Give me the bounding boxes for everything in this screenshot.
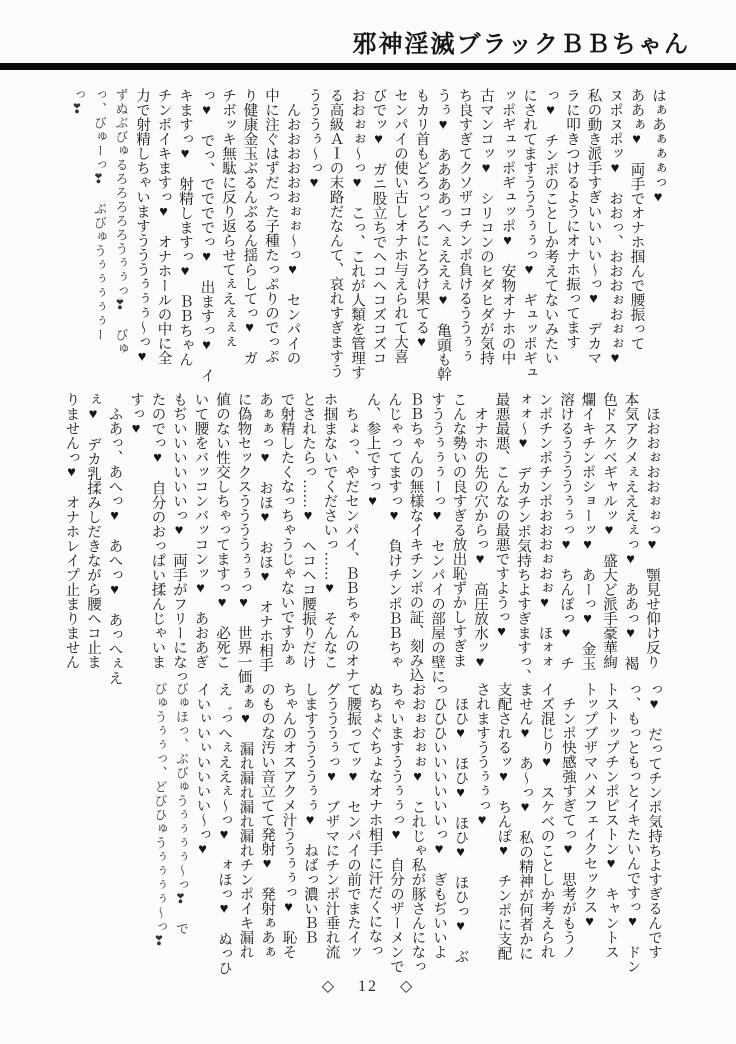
text-column: んおおおおおおぉぉ～っ♥ センパイの [284,88,301,365]
diamond-icon: ◇ [400,978,415,995]
text-band-top [66,88,668,386]
text-column: イズ混じり♥ スケベのことしか考えられ [538,682,555,959]
text-column: で射精したくなっちゃうじゃないですかぁ [278,392,295,668]
text-column: にされてますうううぅぅっ♥ ギュッポギュ [521,88,537,380]
text-column: すっ♥ [128,392,144,437]
diamond-icon: ◇ [321,978,336,995]
text-column: こんな勢いの良すぎる放出恥ずかしすぎま [450,392,467,668]
text-column: ぬちょぐちょなオナホ相手に汗だくになっ [366,682,383,958]
text-column: おおぉぉ～っ♥ こっ、これが人類を管理す [349,88,365,380]
text-column: 古マンコッ♥ シリコンのヒダヒダが気持 [478,88,494,365]
page-footer [0,976,736,996]
page-number: 12 [358,978,378,995]
text-column: オナホの先の穴からっ♥ 高圧放水ッ♥ [472,392,488,671]
text-column: チボッキ無駄に反り返らせてぇえぇぇぇ [220,88,236,349]
text-column: え゛っへぇええぇ～っ♥ ォほっ♥ ぬっひ [216,682,232,975]
text-column: ヌポヌポッ♥ おおっ、おおおぉおぉぉ♥ [607,88,623,367]
text-column: ん、参上ですっ♥ [364,392,381,510]
text-column: あぁぁっ♥ おほ♥ おほ♥ オナホ相手 [257,392,273,672]
text-column: て腰振ってッ♥ センパイの前でまたイッ [345,682,361,959]
text-column: ホ掴まないでくださいっ……♥ そんなこ [321,392,338,669]
text-column: グうううぅっ♥ ブザマにチンポ汁垂れ流 [323,682,340,959]
text-column: 色ドスケベギャルッ♥ 盛大ど派手豪華絢 [601,392,617,669]
text-column: っひひひいいいいいいっ♥ ぎもぢいいよ [431,682,447,959]
title-divider-rule [0,63,736,70]
text-column: んじゃってますっ♥ 負けチンポＢＢちゃ [386,392,402,669]
text-column: っ♥ チンポのことしか考えてないみたい [542,88,559,365]
text-column: ぇ♥ デカ乳揉みしだきながら腰ヘコ止ま [85,392,101,669]
text-column: 値のない性交しちゃってますっ♥ 必死こ [214,392,230,669]
text-column: ォォ～♥ デカチンポ気持ちよすぎますっ、 [515,392,531,684]
text-column: 力で射精しちゃいますうううぅぅぅ～っ♥ [134,88,150,365]
text-column: りませんっ♥ オナホレイプ止まりません [63,392,80,669]
text-column: ぁぁ♥ 漏れ漏れ漏れ漏れチンポイキ漏れ [237,682,254,959]
text-column: 中に注ぐはずだった子種たっぷりのでっぷ [263,88,279,364]
text-column: っ♥ だってチンポ気持ちよすぎるんです [646,682,662,959]
text-column: うううぅ～っ♥ [306,88,322,191]
text-column: 最悪最悪、こんなの最悪ですようっ♥ [493,392,510,640]
text-column: ちゃいますううぅぅっ♥ 自分のザーメンで [388,682,404,974]
text-column: ッポギュッポギュッポ♥ 安物オナホの中 [499,88,516,365]
text-column: チンポイキますっ♥ オナホールの中に全 [155,88,172,365]
text-column: トストップチンポピストン♥ キャントス [603,682,619,959]
text-column: もぢいいいいいいっ♥ 両手がフリーになっ [171,392,187,684]
text-column: り健康金玉ぶるんぶるん揺らしてっ♥ ガ [241,88,258,365]
text-column: 爛イキチンポショーッ♥ あーっ♥ 金玉 [579,392,596,671]
text-column: ンポチンポチンポおおおぉおぉ♥ ほォォ [536,392,553,669]
text-column: はぁあぁぁぁっ♥ [650,88,666,206]
text-column: ああぁ♥ 両手でオナホ掴んで腰振って [628,88,645,351]
handwritten-text-column: っ、びゅーっ❣ ぶびゅうぅぅぅぅぅー [91,88,106,342]
text-column: チンポ快感強すぎてっ♥ 思考がもうノ [560,682,576,959]
text-column: いて腰をバッコンバッコンッ♥ あおあぎ [192,392,209,669]
text-column: たのでっ♥ 自分のおっぱい揉んじゃいま [149,392,166,669]
text-column: ふあっ、あへっ♥ あへっ♥ あっへぇえ [106,392,123,685]
text-column: されますううぅぅっ♥ [474,682,490,829]
text-column: ちゃんのオスアクメ汁ううぅぅっ♥ 恥そ [280,682,297,959]
text-column: イいぃいぃいいいい～っ♥ [194,682,211,858]
text-column: うぅ♥ ああああっへぇええぇ♥ 亀頭も幹 [435,88,451,381]
text-column: ほおおぉおおぉぉっ♥ 顎見せ仰け反り [644,392,660,669]
page-title: 邪神淫滅ブラックＢＢちゃん [352,32,690,58]
handwritten-text-column: びゅうぅぅっ、どびひゅうぅぅぅぅ～っ❣ [151,682,167,950]
text-column: ちょっ、やだセンパイ、ＢＢちゃんのオナ [343,392,359,682]
text-column: とされたらっ……♥ ヘコヘコ腰振りだけ [300,392,316,669]
text-column: キますっ♥ 射精しますっ♥ ＢＢちゃん [177,88,193,367]
text-column: っ、もっともっとイキたいんですっ♥ ドン [624,682,641,974]
text-column: 本気アクメぇえええぇっ♥ ああっ♥ 褐 [622,392,639,671]
handwritten-text-column: っ❣ [69,88,85,118]
text-column: 私の動き派手すぎいいいい～っ♥ デカマ [585,88,602,365]
handwritten-text-column: ずぬぶびゅるろろろろろうぅぅっ❣ びゅ [112,88,128,356]
text-column: おおぉおぉぉ♥ これじゃ私が豚さんになっ [409,682,426,974]
text-column: ＢＢちゃんの無様なイキチンポの証、刻み込 [407,392,424,682]
text-column: トップブザマハメフェイクセックス♥ [581,682,598,930]
text-column: すううぅぅぅーっ♥ センパイの部屋の壁に [429,392,445,684]
text-column: ません♥ あ～っ♥ 私の精神が何者かに [517,682,533,961]
text-band-middle [60,392,662,684]
text-column: る高級ＡＩの末路だなんて、哀れすぎますう [327,88,344,378]
text-column: びでッ♥ ガニ股立ちでヘコヘコズコズコ [370,88,387,365]
text-column: のものな汚い音立てて発射♥ 発射ぁあぁ [259,682,275,959]
text-column: ち良すぎてクソザコチンポ負けるううぅぅ [456,88,473,364]
text-column: センパイの使い古しオナホ与えられて大喜 [392,88,408,364]
text-column: 溶けるううううぅぅっ♥ ちんぽっ♥ チ [558,392,574,671]
text-column: ほひ♥ ほひ♥ ほひ♥ ほひっ♥ ぶ [452,682,469,964]
text-column: もカリ首もどろっどろにとろけ果てる♥ [413,88,430,351]
text-column: ラに叩きつけるようにオナホ振ってます [564,88,580,349]
handwritten-text-column: びゅほっ、ぶびゅうぅぅぅぅ～っ❣ で [173,682,188,936]
text-band-bottom [148,682,664,974]
text-column: 支配されるッ♥ ちんぽ♥ チンポに支配 [495,682,512,961]
text-column: しますううううぅぅ♥ ねばっ濃いＢＢ [302,682,318,945]
text-column: っ♥ でっ、ででででっ♥ 出ますっ♥ イ [198,88,215,383]
text-column: に偽物セックスううううぅぅっ♥ 世界一価 [235,392,252,684]
